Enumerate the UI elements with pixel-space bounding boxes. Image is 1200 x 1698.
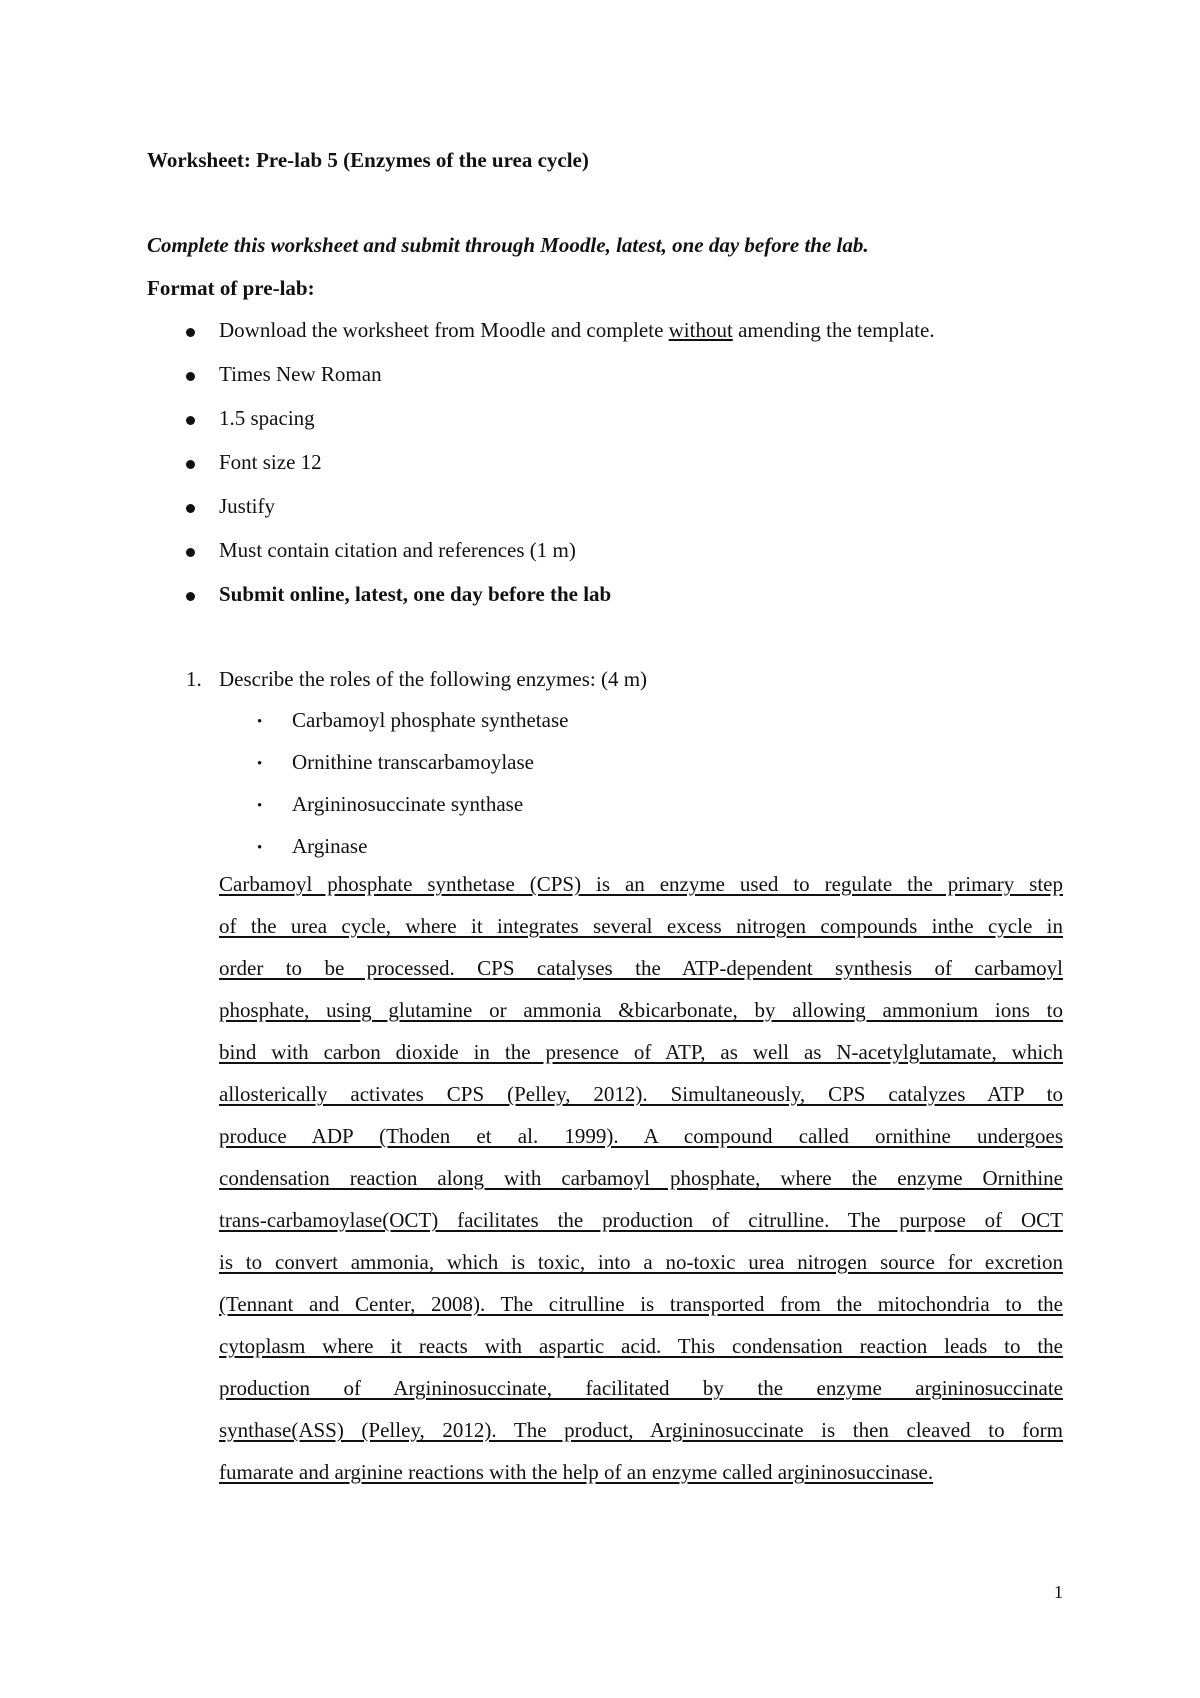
bullet-icon bbox=[186, 416, 195, 425]
bullet-icon bbox=[186, 328, 195, 337]
answer-line: produce ADP (Thoden et al. 1999). A compound called ornithine undergoes bbox=[219, 1124, 1063, 1148]
bullet-icon bbox=[186, 548, 195, 557]
bullet-icon: • bbox=[257, 798, 263, 814]
bullet-icon bbox=[186, 592, 195, 601]
answer-line: production of Argininosuccinate, facilitated by the enzyme argininosuccinate bbox=[219, 1376, 1063, 1400]
answer-line: synthase(ASS) (Pelley, 2012). The product, Argininosuccinate is then cleaved to form bbox=[219, 1418, 1063, 1442]
submission-instruction: Complete this worksheet and submit through Moodle, latest, one day before the lab. bbox=[147, 233, 869, 257]
answer-line: of the urea cycle, where it integrates several excess nitrogen compounds inthe cycle in bbox=[219, 914, 1063, 938]
underlined-word: without bbox=[668, 318, 733, 342]
document-page: Worksheet: Pre-lab 5 (Enzymes of the urea cycle) Complete this worksheet and submit through Moodle, latest, one day before the lab. Format of pre-lab: Download the worksheet from Moodle and complete without amending the template. Times New Roman 1.5 spacing Font size 12 Justify Must contain citation and references (1 m) Submit online, latest, one day before the lab 1. Describe the roles of the following enzymes: (4 m) • Carbamoyl phosphate synthetase • Ornithine transcarbamoylase • Argininosuccinate synthase • Arginase Carbamoyl phosphate synthetase (CPS) is an enzyme used to regulate the primary step of the urea cycle, where it integrates several excess nitrogen compounds inthe cycle in order to be processed. CPS catalyses the ATP-dependent synthesis of carbamoyl phosphate, using glutamine or ammonia &bicarbonate, by allowing ammonium ions to bind with carbon dioxide in the presence of ATP, as well as N-acetylglutamate, which allosterically activates CPS (Pelley, 2012). Simultaneously, CPS catalyzes ATP to produce ADP (Thoden et al. 1999). A compound called ornithine undergoes condensation reaction along with carbamoyl phosphate, where the enzyme Ornithine trans-carbamoylase(OCT) facilitates the production of citrulline. The purpose of OCT is to convert ammonia, which is toxic, into a no-toxic urea nitrogen source for excretion (Tennant and Center, 2008). The citrulline is transported from the mitochondria to the cytoplasm where it reacts with aspartic acid. This condensation reaction leads to the production of Argininosuccinate, facilitated by the enzyme argininosuccinate synthase(ASS) (Pelley, 2012). The product, Argininosuccinate is then cleaved to form fumarate and arginine reactions with the help of an enzyme called argininosuccinase. 1 bbox=[147, 148, 1063, 1602]
answer-line: is to convert ammonia, which is toxic, into a no-toxic urea nitrogen source for excretion bbox=[219, 1250, 1063, 1274]
format-heading: Format of pre-lab: bbox=[147, 276, 315, 300]
bullet-icon: • bbox=[257, 714, 263, 730]
page-number: 1 bbox=[1054, 1582, 1063, 1602]
answer-line: trans-carbamoylase(OCT) facilitates the production of citrulline. The purpose of OCT bbox=[219, 1208, 1063, 1232]
answer-line: Carbamoyl phosphate synthetase (CPS) is an enzyme used to regulate the primary step bbox=[219, 872, 1063, 896]
answer-line: phosphate, using glutamine or ammonia &bicarbonate, by allowing ammonium ions to bbox=[219, 998, 1063, 1022]
answer-line: condensation reaction along with carbamoyl phosphate, where the enzyme Ornithine bbox=[219, 1166, 1063, 1190]
answer-line: fumarate and arginine reactions with the help of an enzyme called argininosuccinase. bbox=[219, 1460, 934, 1484]
answer-line: cytoplasm where it reacts with aspartic acid. This condensation reaction leads to the bbox=[219, 1334, 1063, 1358]
bullet-icon: • bbox=[257, 840, 263, 856]
answer-line: bind with carbon dioxide in the presence of ATP, as well as N-acetylglutamate, which bbox=[219, 1040, 1063, 1064]
bullet-icon bbox=[186, 460, 195, 469]
bullet-icon bbox=[186, 504, 195, 513]
answer-line: allosterically activates CPS (Pelley, 2012). Simultaneously, CPS catalyzes ATP to bbox=[219, 1082, 1063, 1106]
question-number: 1. bbox=[186, 667, 202, 691]
worksheet-title: Worksheet: Pre-lab 5 (Enzymes of the urea cycle) bbox=[147, 148, 589, 172]
question-text: Describe the roles of the following enzymes: (4 m) bbox=[219, 667, 648, 691]
bullet-icon: • bbox=[257, 756, 263, 772]
bullet-icon bbox=[186, 372, 195, 381]
answer-line: order to be processed. CPS catalyses the ATP-dependent synthesis of carbamoyl bbox=[219, 956, 1063, 980]
answer-line: (Tennant and Center, 2008). The citrulline is transported from the mitochondria to the bbox=[219, 1292, 1063, 1316]
